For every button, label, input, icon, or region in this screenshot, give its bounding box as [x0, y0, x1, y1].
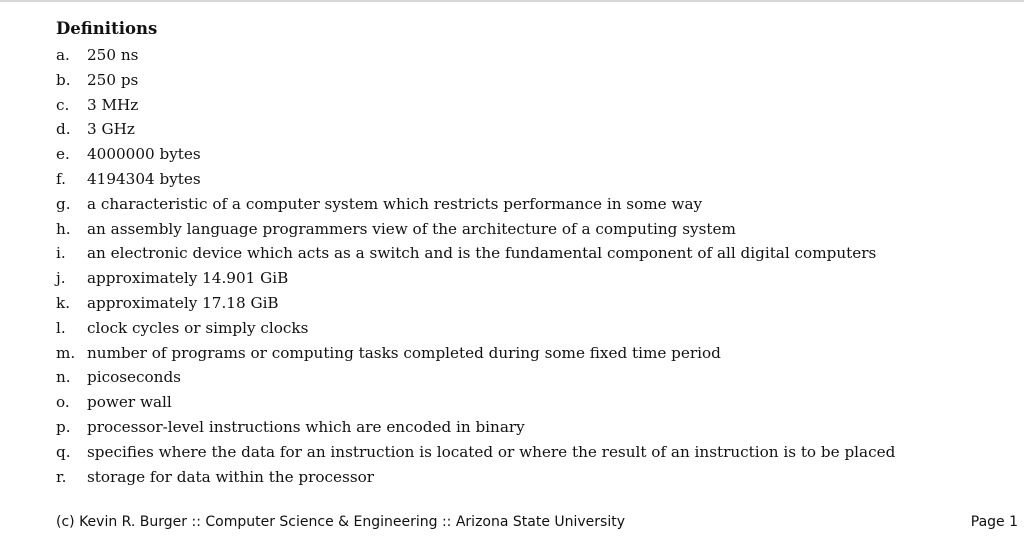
definition-letter: n.	[56, 368, 71, 387]
definition-text: 4000000 bytes	[87, 145, 201, 164]
definition-text: specifies where the data for an instruction is located or where the result of an instruction is to be placed	[87, 442, 896, 461]
definition-letter: m.	[56, 343, 76, 362]
definition-item	[56, 43, 1006, 68]
definition-text: approximately 17.18 GiB	[87, 293, 279, 312]
copyright-credit: (c) Kevin R. Burger :: Computer Science & Engineering :: Arizona State University	[56, 514, 626, 530]
definition-item	[56, 93, 1006, 118]
definition-letter: e.	[56, 145, 70, 164]
definition-letter: o.	[56, 393, 70, 412]
definition-item	[56, 68, 1006, 93]
definition-letter: c.	[56, 95, 70, 114]
definition-text: 250 ns	[87, 46, 139, 64]
definition-letter: p.	[56, 417, 71, 436]
definition-item	[56, 266, 1006, 291]
page-number: Page 1	[970, 514, 1018, 530]
definition-item	[56, 167, 1006, 192]
definition-letter: h.	[56, 219, 71, 238]
definition-text: processor-level instructions which are encoded in binary	[87, 417, 525, 436]
definition-text: 3 GHz	[87, 120, 135, 139]
definition-item	[56, 217, 1006, 242]
definition-item	[56, 241, 1006, 266]
definition-text: 250 ps	[87, 70, 139, 89]
definition-letter: l.	[56, 318, 66, 337]
definition-letter: d.	[56, 120, 71, 139]
definition-letter: b.	[56, 70, 71, 89]
definition-letter: k.	[56, 293, 71, 312]
definition-text: an electronic device which acts as a switch and is the fundamental component of all digital computers	[87, 244, 877, 263]
definition-text: picoseconds	[87, 368, 181, 387]
definition-item	[56, 440, 1006, 465]
definition-item	[56, 192, 1006, 217]
definition-item	[56, 142, 1006, 167]
definition-item	[56, 117, 1006, 142]
definition-letter: q.	[56, 442, 71, 461]
definition-letter: f.	[56, 169, 66, 188]
definition-letter: a.	[56, 46, 70, 64]
definition-letter: r.	[56, 467, 67, 486]
definition-item	[56, 465, 1006, 490]
definition-text: 3 MHz	[87, 95, 139, 114]
definition-text: clock cycles or simply clocks	[87, 318, 309, 337]
top-divider	[0, 0, 1024, 2]
definition-text: power wall	[87, 393, 172, 412]
page-footer	[56, 510, 1018, 534]
definitions-heading: Definitions	[56, 19, 158, 38]
definition-letter: g.	[56, 194, 71, 213]
definition-item	[56, 316, 1006, 341]
definition-item	[56, 341, 1006, 366]
definition-text: a characteristic of a computer system which restricts performance in some way	[87, 194, 703, 213]
definition-letter: i.	[56, 244, 66, 263]
definition-text: approximately 14.901 GiB	[87, 269, 289, 288]
definition-text: number of programs or computing tasks completed during some fixed time period	[87, 343, 721, 362]
definition-item	[56, 365, 1006, 390]
definition-item	[56, 415, 1006, 440]
definitions-list	[56, 43, 1006, 489]
definition-text: an assembly language programmers view of the architecture of a computing system	[87, 219, 736, 238]
definition-item	[56, 390, 1006, 415]
definition-text: 4194304 bytes	[87, 169, 201, 188]
definition-letter: j.	[56, 269, 66, 288]
definition-item	[56, 291, 1006, 316]
definition-text: storage for data within the processor	[87, 467, 375, 486]
